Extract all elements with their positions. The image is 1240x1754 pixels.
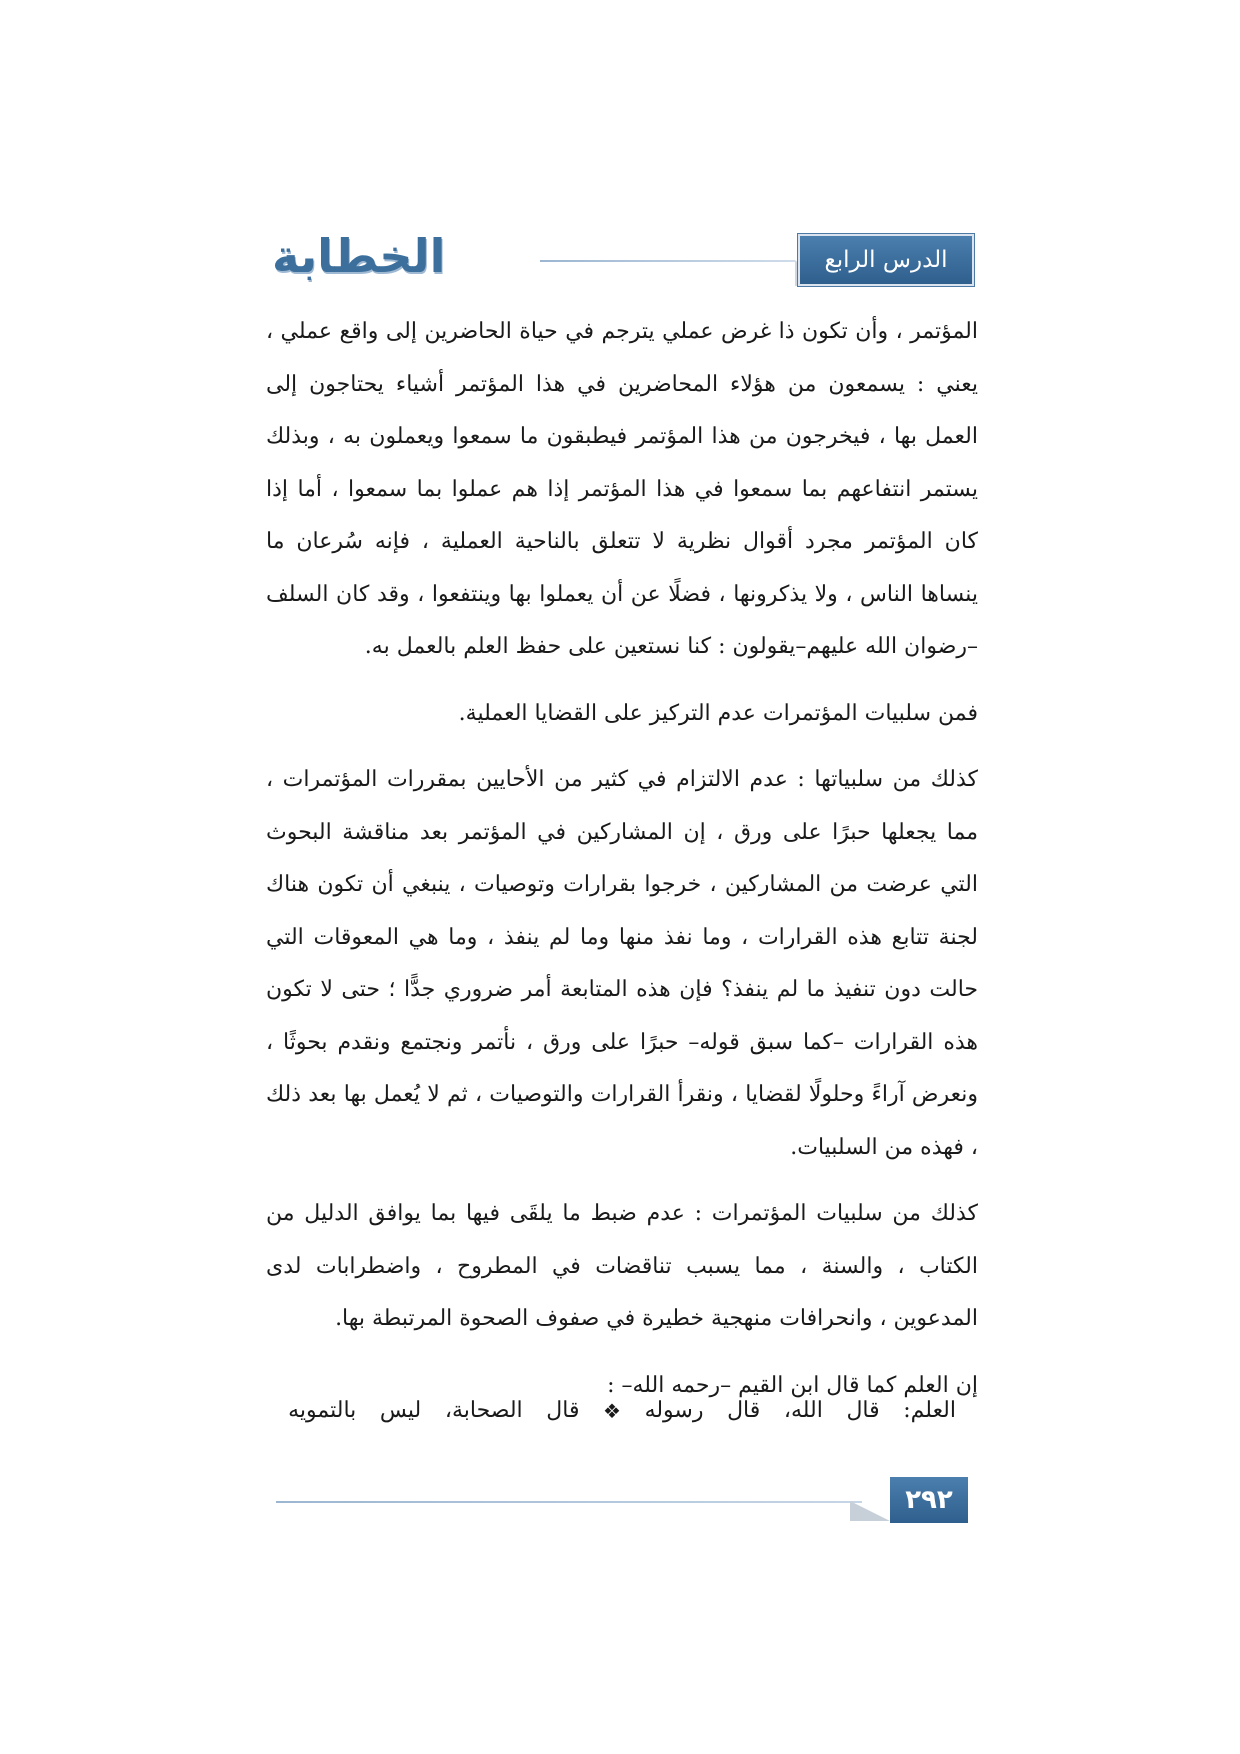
paragraph-5: إن العلم كما قال ابن القيم –رحمه الله– :: [607, 1372, 978, 1398]
body-text: [266, 306, 978, 1426]
paragraph-2: فمن سلبيات المؤتمرات عدم التركيز على القضايا العملية.: [458, 700, 978, 726]
verse-word: قال: [846, 1398, 880, 1423]
footer-divider: [276, 1501, 862, 1503]
verse-word: ليس: [379, 1398, 422, 1423]
verse-word: قال: [546, 1398, 580, 1423]
footer-fold-decoration: [850, 1485, 890, 1521]
book-title: الخطابة: [272, 229, 446, 283]
verse-word: رسوله: [644, 1398, 704, 1423]
page-header: [272, 229, 974, 321]
paragraph-1: المؤتمر ، وأن تكون ذا غرض عملي يترجم في حياة الحاضرين إلى واقع عملي ، يعني : يسمعون من هؤلاء المحاضرين في هذا المؤتمر أشياء يحتاجون إلى العمل بها ، فيخرجون من هذا المؤتمر فيطبقون ما سمعوا ويعملون به ، وبذلك يستمر انتفاعهم بما سمعوا في هذا المؤتمر إذا هم عملوا بما سمعوا ، أما إذا كان المؤتمر مجرد أقوال نظرية لا تتعلق بالناحية العملية ، فإنه سُرعان ما ينساها الناس ، ولا يذكرونها ، فضلًا عن أن يعملوا بها وينتفعوا ، وقد كان السلف –رضوان الله عليهم–يقولون : كنا نستعين على حفظ العلم بالعمل به.: [266, 319, 978, 659]
verse-word: العلم:: [903, 1398, 956, 1423]
verse-word: الصحابة،: [444, 1398, 523, 1423]
verse-separator-icon: ❖: [603, 1398, 621, 1423]
verse-word: قال: [727, 1398, 761, 1423]
verse-line: [288, 1398, 956, 1423]
lesson-label: الدرس الرابع عشر: [798, 234, 974, 286]
verse-word: الله،: [783, 1398, 823, 1423]
paragraph-4: كذلك من سلبيات المؤتمرات : عدم ضبط ما يلقَى فيها بما يوافق الدليل من الكتاب ، والسنة ، مما يسبب تناقضات في المطروح ، واضطرابات لدى المدعوين ، وانحرافات منهجية خطيرة في صفوف الصحوة المرتبطة بها.: [266, 1201, 978, 1331]
page-number: ٢٩٢: [890, 1477, 968, 1523]
verse-word: بالتمويه: [288, 1398, 357, 1423]
header-divider: [540, 260, 795, 262]
paragraph-3: كذلك من سلبياتها : عدم الالتزام في كثير من الأحايين بمقررات المؤتمرات ، مما يجعلها حبرًا على ورق ، إن المشاركين في المؤتمر بعد مناقشة البحوث التي عرضت من المشاركين ، خرجوا بقرارات وتوصيات ، ينبغي أن تكون هناك لجنة تتابع هذه القرارات ، وما نفذ منها وما لم ينفذ ، وما هي المعوقات التي حالت دون تنفيذ ما لم ينفذ؟ فإن هذه المتابعة أمر ضروري جدًّا ؛ حتى لا تكون هذه القرارات –كما سبق قوله– حبرًا على ورق ، نأتمر ونجتمع ونقدم بحوثًا ، ونعرض آراءً وحلولًا لقضايا ، ونقرأ القرارات والتوصيات ، ثم لا يُعمل بها بعد ذلك ، فهذه من السلبيات.: [266, 767, 978, 1160]
